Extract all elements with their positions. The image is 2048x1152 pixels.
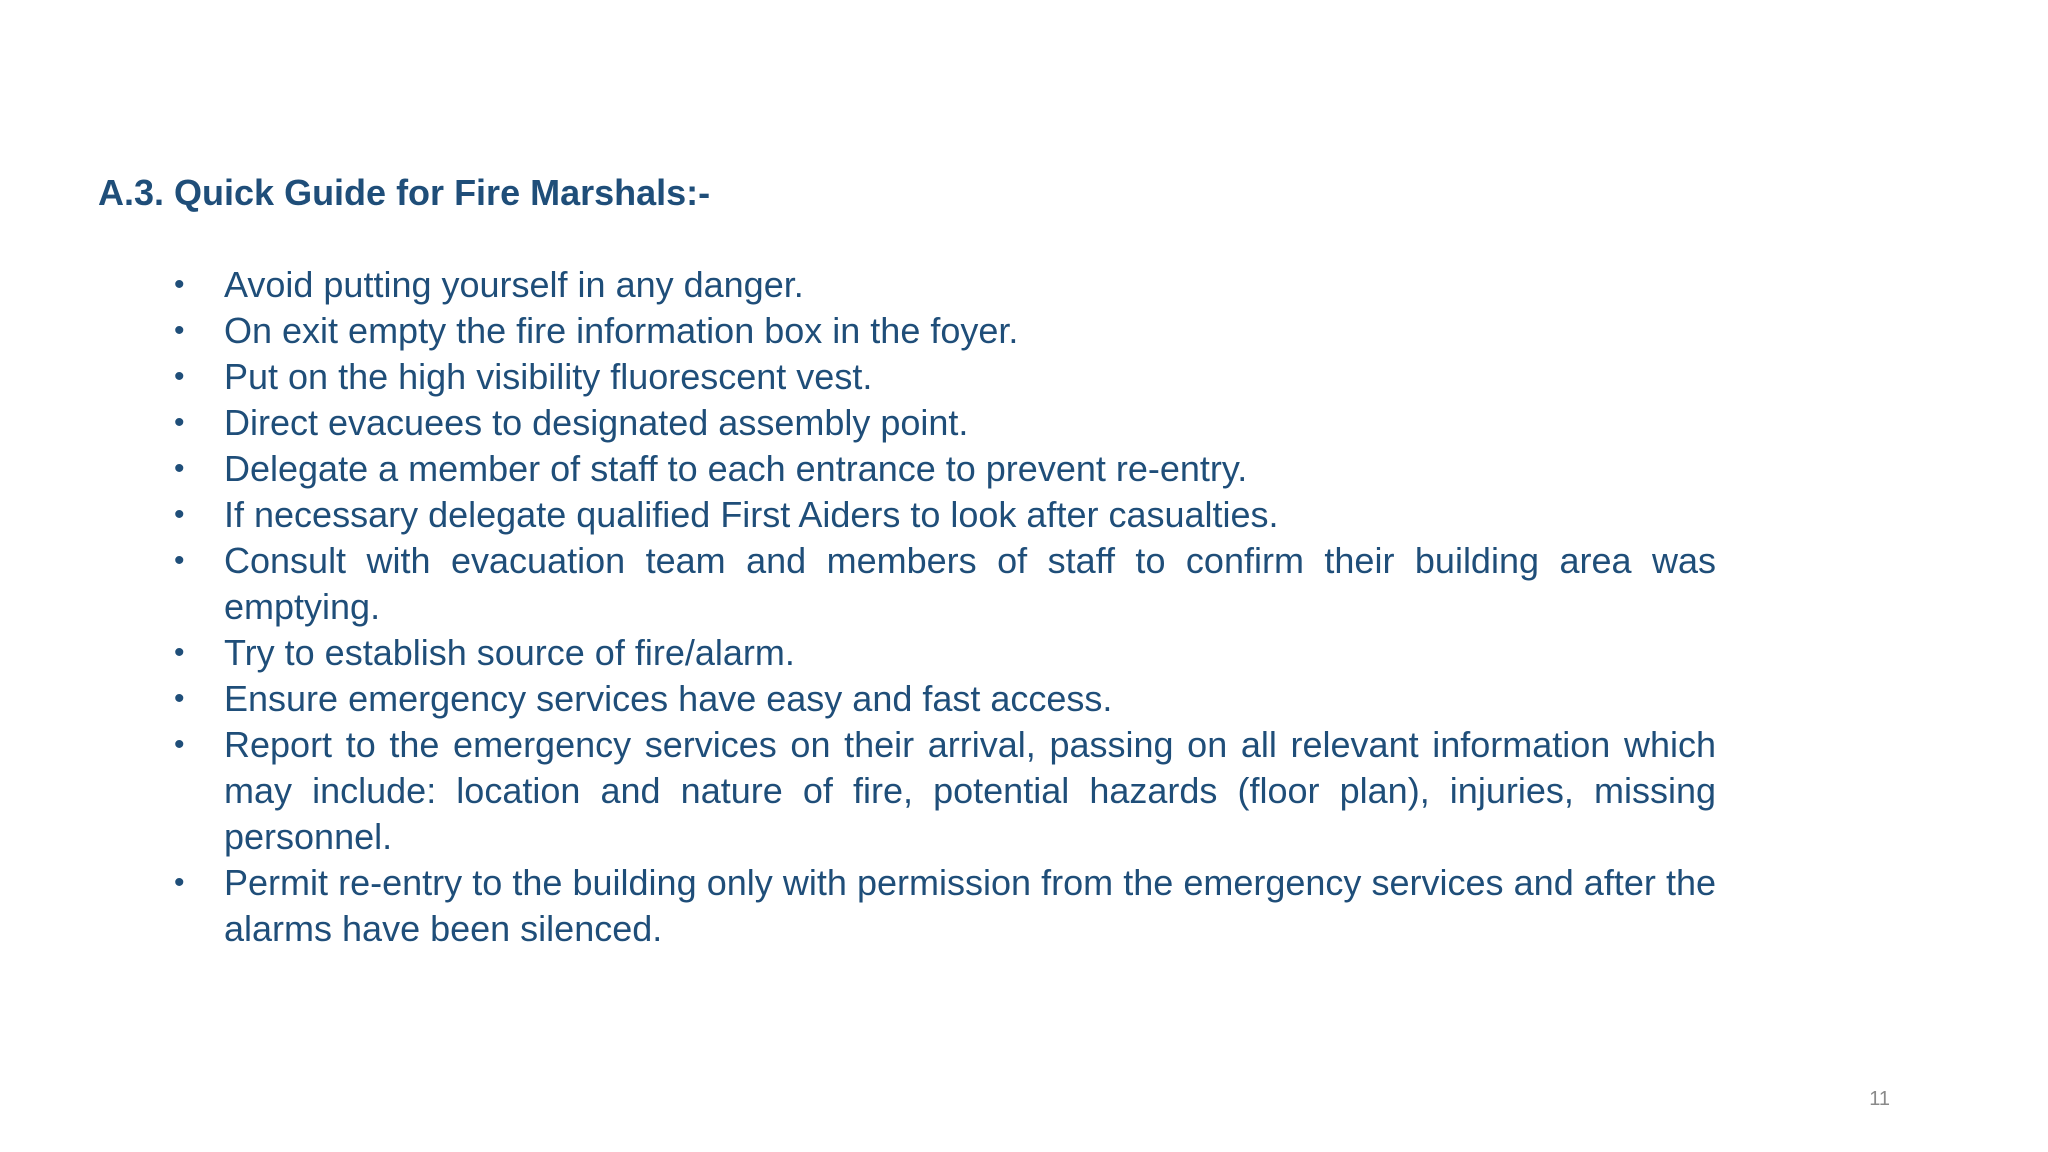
bullet-icon: • — [174, 360, 185, 393]
list-item-text: If necessary delegate qualified First Aiders to look after casualties. — [224, 494, 1279, 535]
bullet-icon: • — [174, 866, 185, 899]
bullet-icon: • — [174, 682, 185, 715]
slide-heading: A.3. Quick Guide for Fire Marshals:- — [98, 172, 711, 213]
bullet-list — [174, 262, 1716, 952]
list-item — [174, 492, 1716, 538]
page-number: 11 — [1869, 1088, 1890, 1110]
list-item — [174, 538, 1716, 630]
list-item — [174, 630, 1716, 676]
list-item — [174, 676, 1716, 722]
bullet-icon: • — [174, 268, 185, 301]
bullet-icon: • — [174, 406, 185, 439]
list-item-text: Direct evacuees to designated assembly point. — [224, 402, 969, 443]
list-item — [174, 446, 1716, 492]
bullet-icon: • — [174, 314, 185, 347]
bullet-icon: • — [174, 498, 185, 531]
list-item — [174, 722, 1716, 860]
list-item-text: Report to the emergency services on their arrival, passing on all relevant information which may include: location and nature of fire, potential hazards (floor plan), injuries, missing personnel. — [224, 724, 1716, 857]
bullet-icon: • — [174, 452, 185, 485]
list-item-text: Ensure emergency services have easy and fast access. — [224, 678, 1113, 719]
list-item-text: On exit empty the fire information box in the foyer. — [224, 310, 1019, 351]
list-item-text: Consult with evacuation team and members of staff to confirm their building area was emptying. — [224, 540, 1716, 627]
list-item — [174, 354, 1716, 400]
list-item — [174, 400, 1716, 446]
list-item-text: Try to establish source of fire/alarm. — [224, 632, 795, 673]
list-item-text: Put on the high visibility fluorescent vest. — [224, 356, 873, 397]
list-item-text: Permit re-entry to the building only with permission from the emergency services and after the alarms have been silenced. — [224, 862, 1716, 949]
list-item — [174, 262, 1716, 308]
list-item-text: Avoid putting yourself in any danger. — [224, 264, 804, 305]
bullet-icon: • — [174, 728, 185, 761]
list-item — [174, 308, 1716, 354]
list-item — [174, 860, 1716, 952]
bullet-icon: • — [174, 544, 185, 577]
list-item-text: Delegate a member of staff to each entrance to prevent re-entry. — [224, 448, 1248, 489]
bullet-icon: • — [174, 636, 185, 669]
